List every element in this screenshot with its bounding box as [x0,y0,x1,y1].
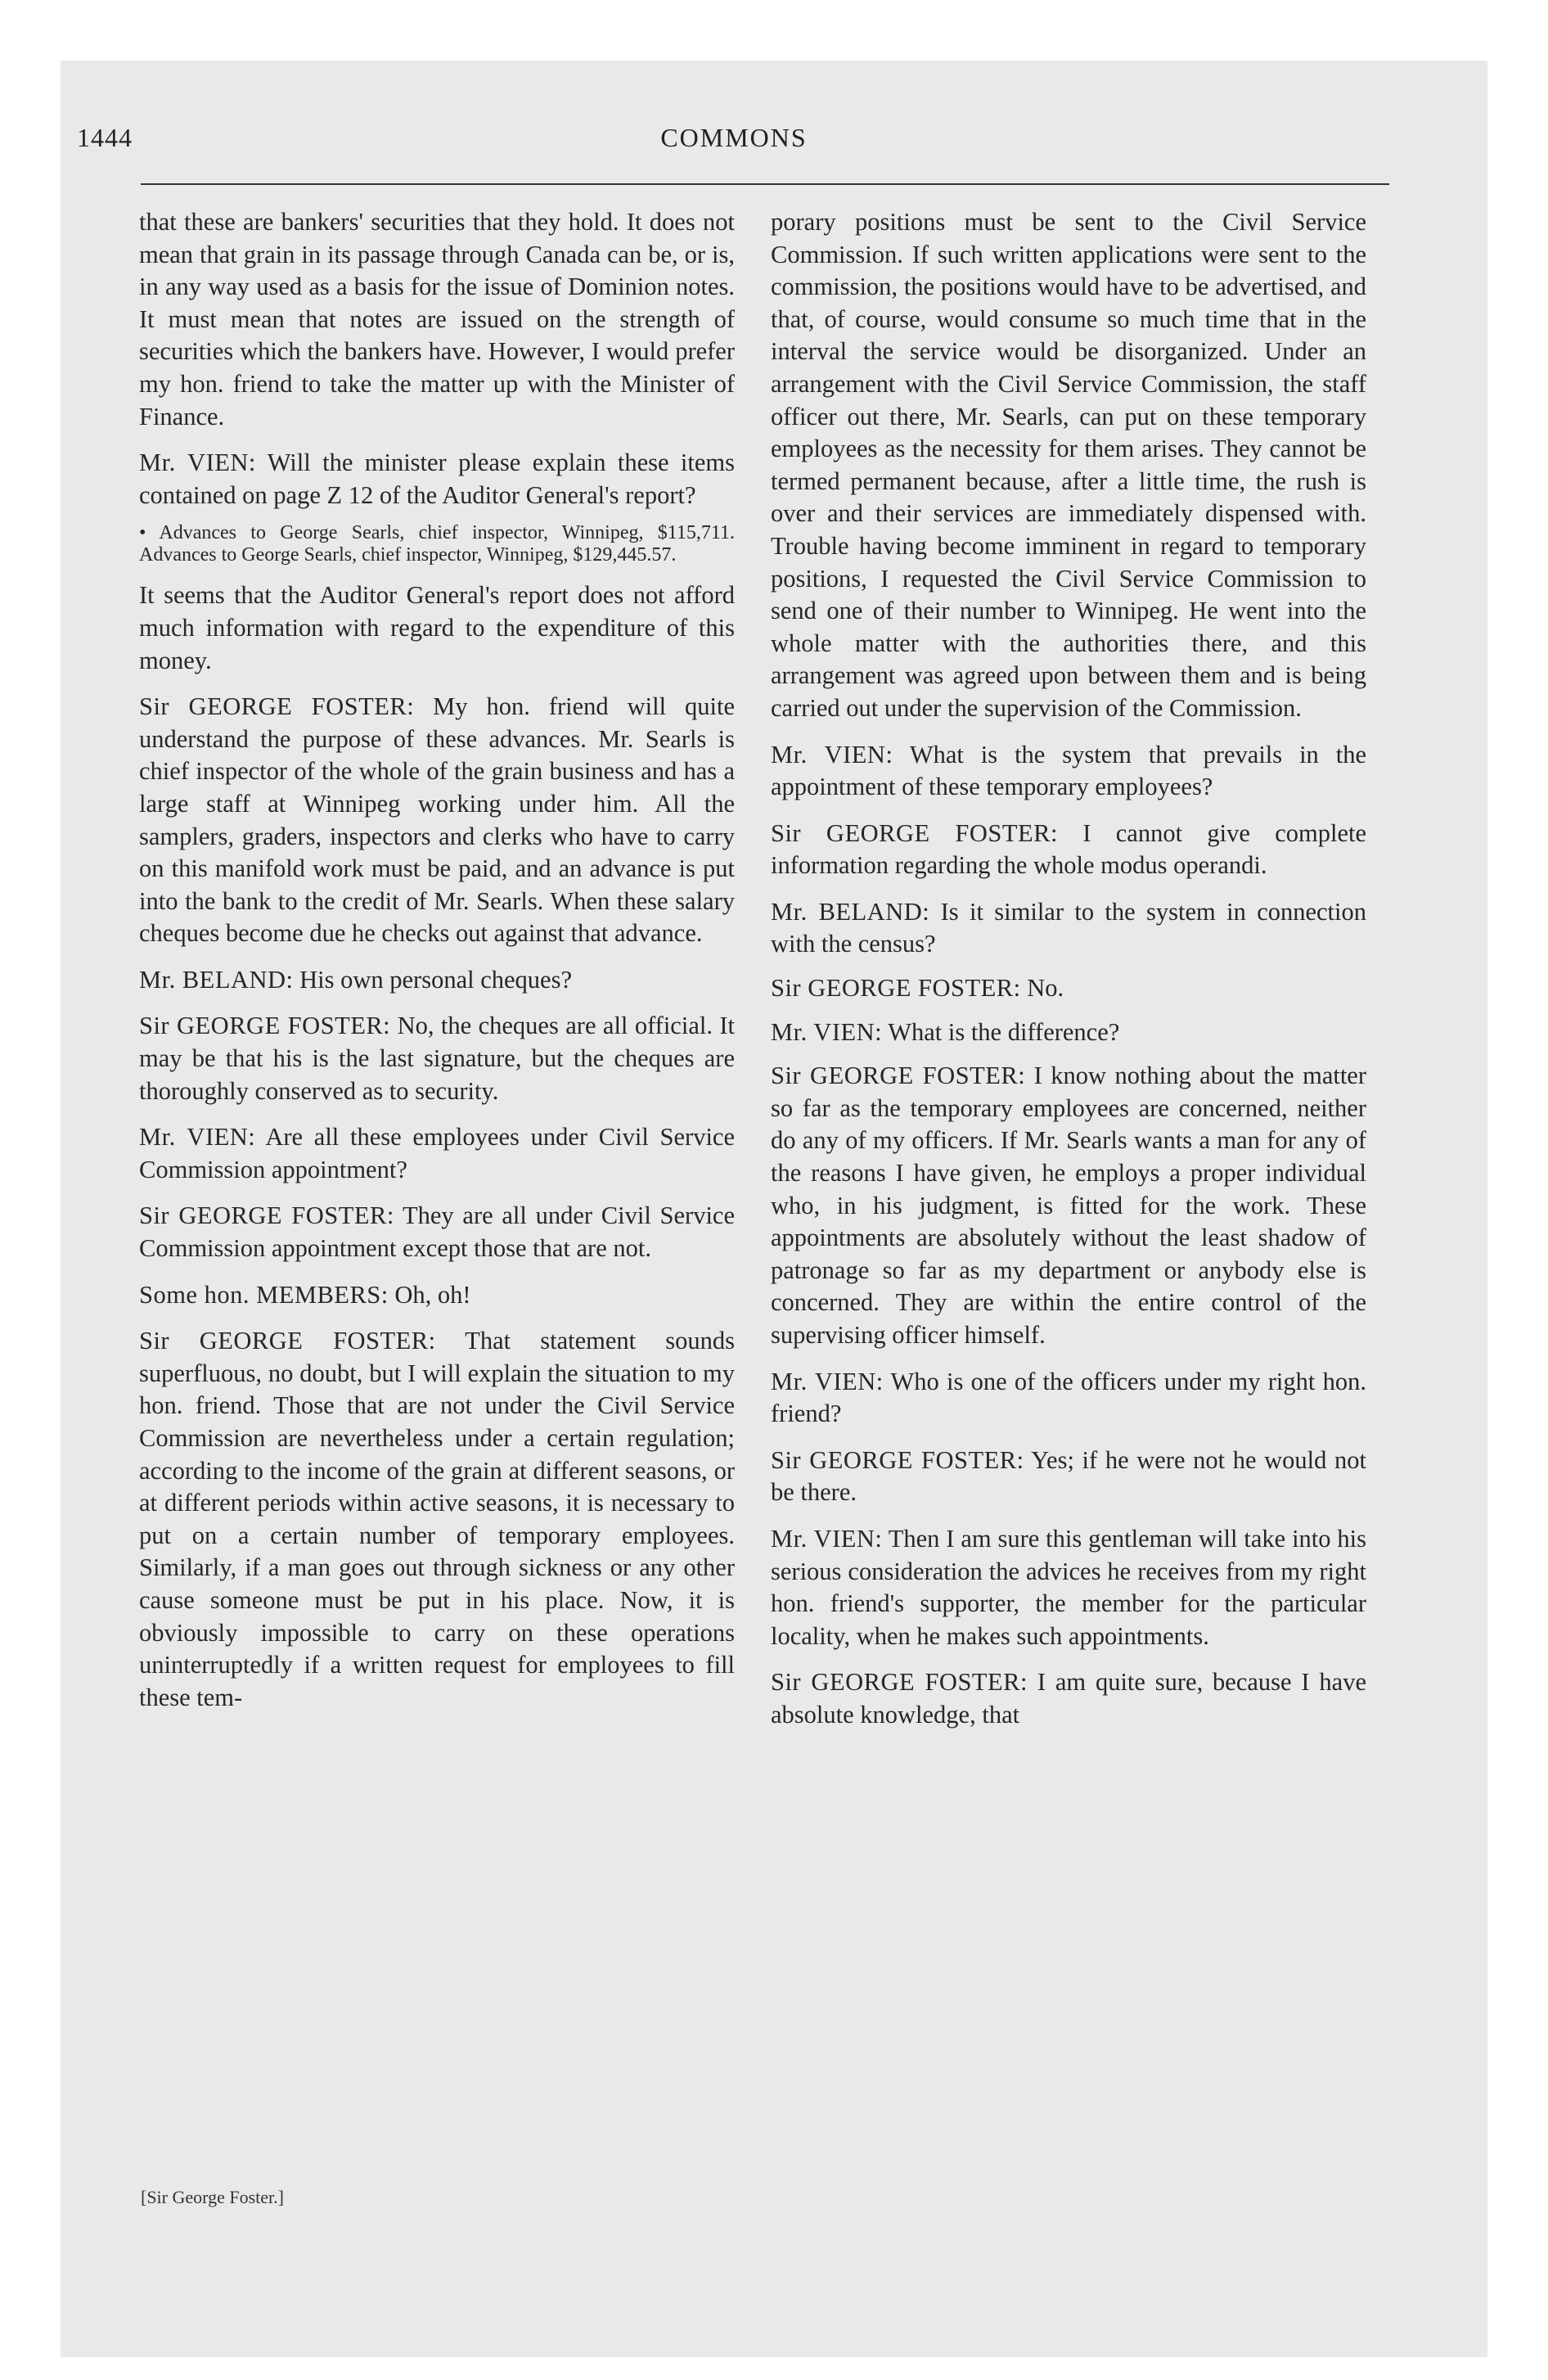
running-head: COMMONS [660,123,808,152]
paragraph [771,1060,1366,1351]
paragraph-text: Will the minister please explain these items contained on page Z 12 of the Auditor General's report? [139,449,735,509]
speaker: Mr. VIEN: [139,1123,256,1152]
speaker: Sir GEORGE FOSTER: [771,1445,1024,1474]
paragraph-text: I am quite sure, because I have absolute knowledge, that [771,1668,1366,1729]
paragraph-text: It seems that the Auditor General's report does not afford much information with regard to the expenditure of this money. [139,581,735,674]
paragraph [139,1010,735,1107]
speaker: Sir GEORGE FOSTER: [771,1062,1026,1090]
paragraph [771,1523,1366,1652]
speaker: Mr. VIEN: [771,1367,884,1395]
paragraph [771,739,1366,804]
speaker: Mr. VIEN: [139,449,256,477]
paragraph-text: His own personal cheques? [299,965,572,994]
paragraph-text: Yes; if he were not he would not be there. [771,1445,1367,1507]
right-column [771,206,1366,1746]
paragraph-text: Then I am sure this gentleman will take into his serious consideration the advices he receives from my right hon. friend's supporter, the member for the particular locality, when he makes such appointments. [771,1524,1366,1650]
speaker: Sir GEORGE FOSTER: [139,1327,436,1355]
paragraph-text: Is it similar to the system in connection with the census? [771,897,1366,958]
paragraph [771,972,1366,1005]
speaker: Sir GEORGE FOSTER: [139,692,415,721]
paragraph-text: Are all these employees under Civil Service Commission appointment? [139,1123,736,1183]
paragraph [771,896,1366,961]
speaker: Sir GEORGE FOSTER: [771,1668,1028,1697]
paragraph-text: I know nothing about the matter so far as the temporary employees are concerned, neither do any of my officers. If Mr. Searls wants a man for any of the reasons I have given, he employs a proper individual who, in his judgment, is fitted for the work. These appointments are absolutely without the least shadow of patronage so far as my department or anybody else is concerned. They are within the entire control of the supervising officer himself. [771,1062,1366,1349]
paragraph [771,818,1366,882]
paragraph [139,447,735,512]
paragraph [771,1445,1366,1509]
header-rule [141,183,1389,185]
left-column [139,206,735,1728]
paragraph [139,1121,735,1186]
quoted-text: Advances to George Searls, chief inspector, Winnipeg, $115,711. Advances to George Searls, chief inspector, Winnipeg, $129,445.57. [139,522,735,566]
page-footer: [Sir George Foster.] [141,2187,284,2207]
paragraph-text: No, the cheques are all official. It may be that his is the last signature, but the cheques are thoroughly conserved as to security. [139,1012,736,1105]
paragraph [139,1279,735,1312]
speaker: Mr. BELAND: [139,965,294,994]
paragraph [139,691,735,950]
paragraph [771,1666,1366,1731]
speaker: Sir GEORGE FOSTER: [139,1012,391,1040]
paragraph-text: I cannot give complete information regarding the whole modus operandi. [771,818,1366,880]
paragraph [139,206,735,433]
speaker: Sir GEORGE FOSTER: [771,818,1058,847]
paragraph [771,206,1366,725]
paragraph-text: What is the system that prevails in the appointment of these temporary employees? [771,740,1366,801]
paragraph-text: Who is one of the officers under my right hon. friend? [771,1367,1366,1428]
paragraph-text: that these are bankers' securities that they hold. It does not mean that grain in its passage through Canada can be, or is, in any way used as a basis for the issue of Dominion notes. It must mean that notes are issued on the strength of securities which the bankers have. However, I would prefer my hon. friend to take the matter up with the Minister of Finance. [139,208,735,430]
page-header [77,123,1391,159]
paragraph-text: What is the difference? [888,1017,1120,1046]
paragraph-text: Oh, oh! [394,1280,471,1309]
speaker: Some hon. MEMBERS: [139,1280,389,1309]
paragraph [771,1366,1366,1431]
paragraph-text: That statement sounds superfluous, no doubt, but I will explain the situation to my hon. friend. Those that are not under the Civil Service Commission are nevertheless under a certain regulation; according to the income of the grain at different seasons, or at different periods within active seasons, it is necessary to put on a certain number of temporary employees. Similarly, if a man goes out through sickness or any other cause someone must be put in his place. Now, it is obviously impossible to carry on these operations uninterruptedly if a written request for employees to fill these tem- [139,1327,735,1711]
speaker: Sir GEORGE FOSTER: [771,974,1021,1003]
speaker: Sir GEORGE FOSTER: [139,1201,394,1230]
speaker: Mr. VIEN: [771,1017,883,1046]
paragraph [139,1200,735,1264]
paragraph [139,579,735,677]
quoted-item: • Advances to George Searls, chief inspector, Winnipeg, $115,711. Advances to George Searls, chief inspector, Winnipeg, $129,445.57. [139,522,735,566]
paragraph [139,964,735,997]
speaker: Mr. VIEN: [771,740,893,769]
paragraph-text: My hon. friend will quite understand the purpose of these advances. Mr. Searls is chief inspector of the whole of the grain business and has a large staff at Winnipeg working under him. All the samplers, graders, inspectors and clerks who have to carry on this manifold work must be paid, and an advance is put into the bank to the credit of Mr. Searls. When these salary cheques become due he checks out against that advance. [139,692,735,948]
paragraph-text: They are all under Civil Service Commission appointment except those that are not. [139,1201,735,1263]
paragraph-text: porary positions must be sent to the Civil Service Commission. If such written applications were sent to the commission, the positions would have to be advertised, and that, of course, would consume so much time that in the interval the service would be disorganized. Under an arrangement with the Civil Service Commission, the staff officer out there, Mr. Searls, can put on these temporary employees as the necessity for them arises. They cannot be termed permanent because, after a little time, the rush is over and their services are immediately dispensed with. Trouble having become imminent in regard to temporary positions, I requested the Civil Service Commission to send one of their number to Winnipeg. He went into the whole matter with the authorities there, and this arrangement was agreed upon between them and is being carried out under the supervision of the Commission. [771,208,1366,722]
paragraph [139,1325,735,1714]
page-number: 1444 [77,123,133,152]
speaker: Mr. VIEN: [771,1524,883,1553]
paragraph [771,1016,1366,1049]
speaker: Mr. BELAND: [771,897,930,926]
paragraph-text: No. [1027,974,1064,1003]
